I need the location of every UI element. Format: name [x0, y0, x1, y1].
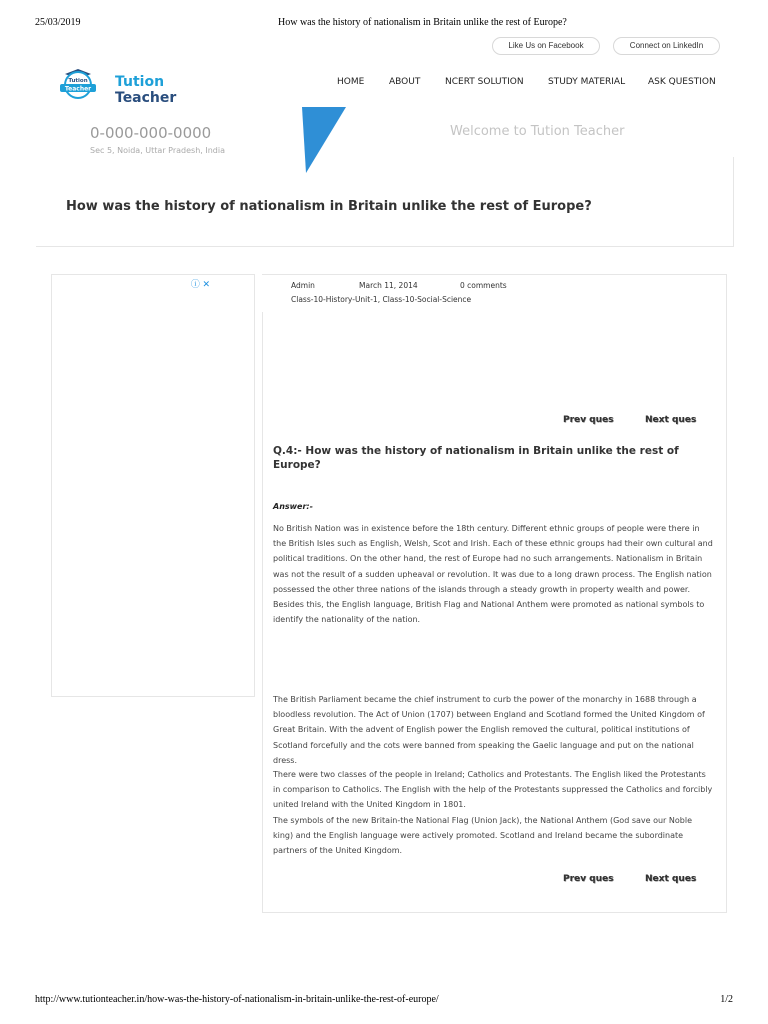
- logo-name-first: Tution: [115, 74, 165, 90]
- info-icon[interactable]: ⓘ: [190, 279, 200, 289]
- question-heading: Q.4:- How was the history of nationalism in Britain unlike the rest of Europe?: [273, 445, 679, 471]
- prev-question-link[interactable]: Prev ques: [563, 415, 614, 425]
- facebook-button[interactable]: Like Us on Facebook: [492, 37, 600, 55]
- divider: [733, 157, 734, 247]
- linkedin-button[interactable]: Connect on LinkedIn: [613, 37, 720, 55]
- answer-label: Answer:-: [273, 502, 313, 511]
- ad-container[interactable]: [51, 274, 255, 697]
- nav-item-ncert-solution[interactable]: NCERT SOLUTION: [445, 77, 524, 87]
- page-title: How was the history of nationalism in Britain unlike the rest of Europe?: [66, 199, 592, 214]
- logo-badge-top: Tution: [68, 78, 88, 84]
- logo-badge-bottom: Teacher: [64, 85, 92, 93]
- answer-paragraph: There were two classes of the people in Ireland; Catholics and Protestants. The English liked the Protestants in comparison to Catholics. The English with the help of the Protestants suppressed the Catholics and forcibly united Ireland with the United Kingdom in 1801.: [273, 770, 713, 810]
- divider: [262, 312, 263, 912]
- nav-item-study-material[interactable]: STUDY MATERIAL: [548, 77, 626, 87]
- post-comments[interactable]: 0 comments: [460, 281, 507, 290]
- nav-item-ask-question[interactable]: ASK QUESTION: [648, 77, 716, 87]
- print-url: http://www.tutionteacher.in/how-was-the-history-of-nationalism-in-britain-unlike-the-rest-of-europe/: [35, 994, 439, 1005]
- nav-item-about[interactable]: ABOUT: [389, 77, 421, 87]
- next-question-link[interactable]: Next ques: [645, 415, 697, 425]
- print-page-number: 1/2: [720, 994, 733, 1005]
- next-question-link[interactable]: Next ques: [645, 874, 697, 884]
- answer-paragraph: The symbols of the new Britain-the National Flag (Union Jack), the National Anthem (God save our Noble king) and the English language were actively promoted. Scotland and Ireland became the subordinate partners of the United Kingdom.: [273, 816, 692, 856]
- main-nav: [0, 77, 768, 91]
- answer-paragraph: The British Parliament became the chief instrument to curb the power of the monarchy in 1688 through a bloodless revolution. The Act of Union (1707) between England and Scotland formed the United Kingdom of Great Britain. With the advent of English power the English removed the cultural, political institutions of Scotland forcefully and the cots were banned from speaking the Gaelic language and put on the national dress.: [273, 695, 705, 765]
- print-header: [0, 17, 768, 31]
- print-footer: [0, 994, 768, 1008]
- address: Sec 5, Noida, Uttar Pradesh, India: [90, 146, 225, 155]
- nav-item-home[interactable]: HOME: [337, 77, 365, 87]
- answer-paragraph: No British Nation was in existence before the 18th century. Different ethnic groups of people were there in the British Isles such as English, Welsh, Scot and Irish. Each of these ethnic groups had their own cultural and political traditions. On the other hand, the rest of Europe had no such arrangements. Nationalism in Britain was not the result of a sudden upheaval or revolution. It was due to a long drawn process. The English nation possessed the other three nations of the islands through a steady growth in property wealth and power. Besides this, the English language, British Flag and National Anthem were promoted as national symbols to identify the nationality of the nation.: [273, 524, 713, 625]
- prev-question-link[interactable]: Prev ques: [563, 874, 614, 884]
- post-categories[interactable]: Class-10-History-Unit-1, Class-10-Social-Science: [291, 295, 472, 304]
- logo-name-second: Teacher: [115, 90, 177, 106]
- post-date: March 11, 2014: [359, 281, 418, 290]
- print-date: 25/03/2019: [35, 17, 81, 28]
- close-icon[interactable]: ✕: [202, 279, 210, 289]
- print-title: How was the history of nationalism in Britain unlike the rest of Europe?: [278, 17, 567, 28]
- post-author[interactable]: Admin: [291, 281, 315, 290]
- divider: [36, 246, 734, 247]
- welcome-text: Welcome to Tution Teacher: [450, 124, 625, 139]
- ad-controls: [191, 277, 210, 290]
- phone-number: 0-000-000-0000: [90, 124, 212, 142]
- decorative-triangle: [302, 107, 346, 173]
